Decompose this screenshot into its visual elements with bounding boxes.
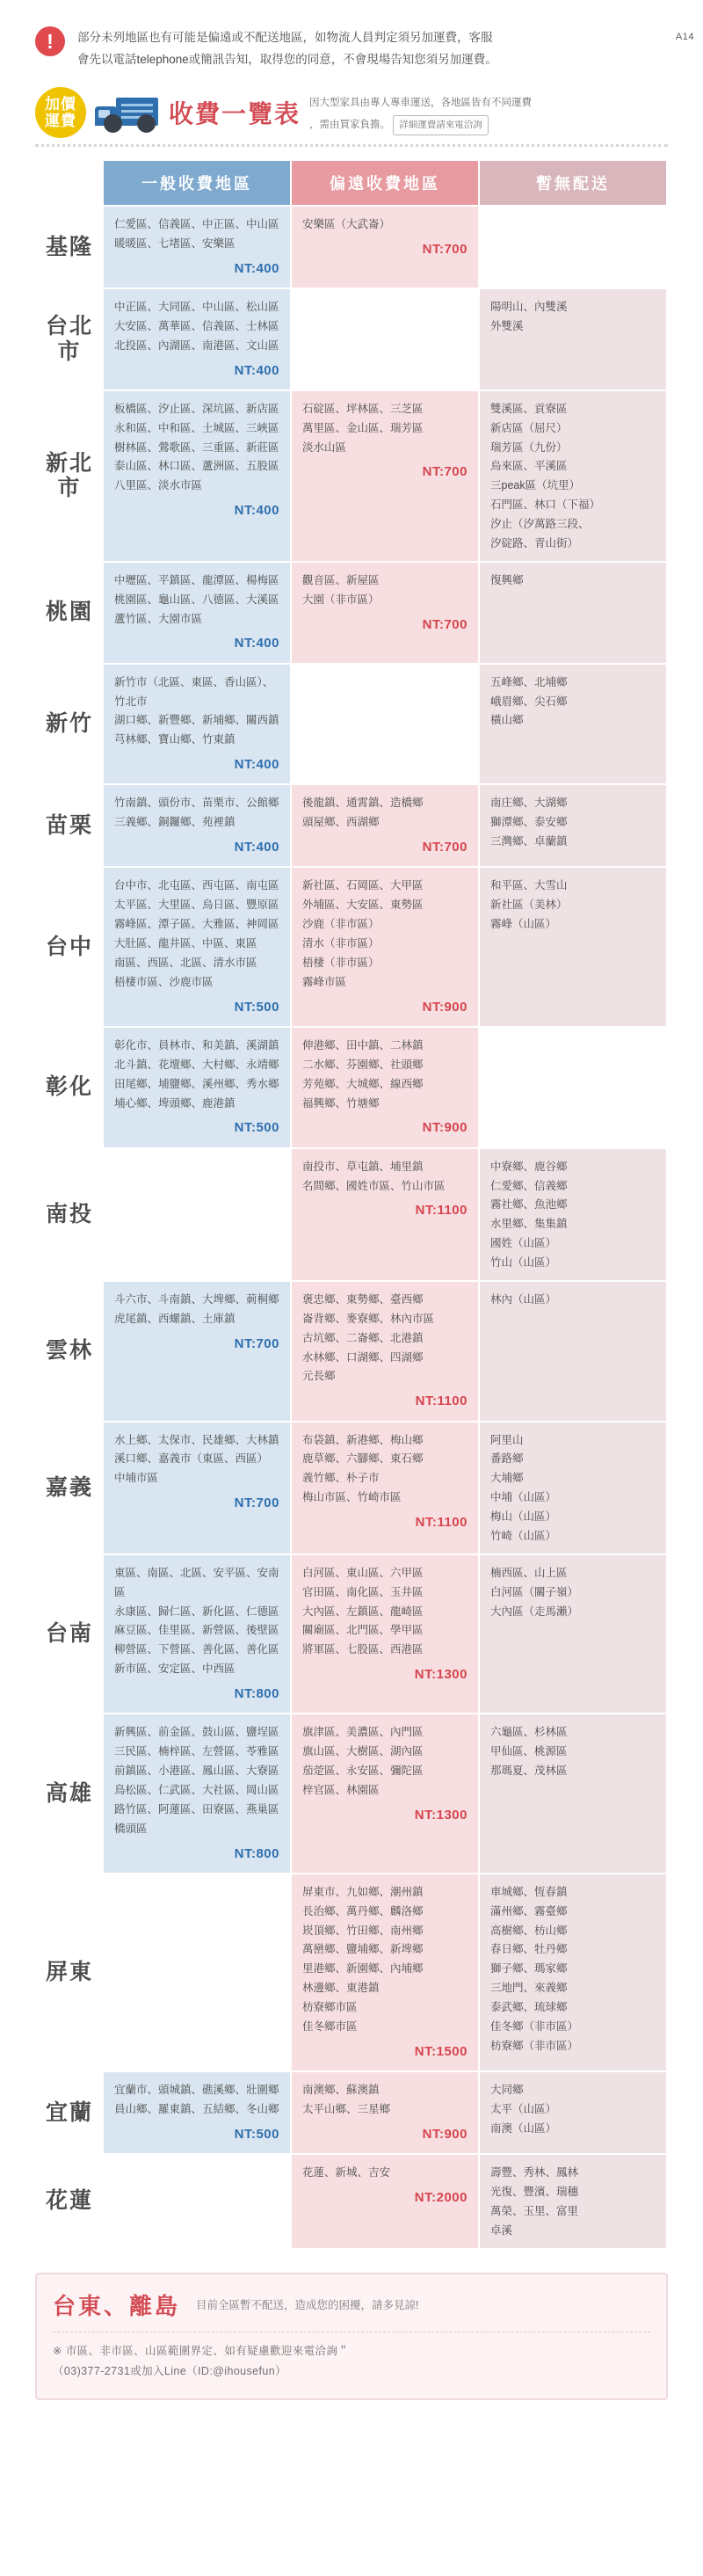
table-row <box>36 1148 667 1281</box>
cell-remote <box>291 562 479 664</box>
cell-normal <box>103 784 291 867</box>
surcharge-badge <box>35 87 86 138</box>
cell-price: NT:500 <box>234 2126 279 2142</box>
table-row <box>36 1874 667 2071</box>
cell-price: NT:2000 <box>414 2189 467 2205</box>
cell-text: 中正區、大同區、中山區、松山區 大安區、萬華區、信義區、士林區 北投區、內湖區、南港區、文山區 <box>114 300 279 352</box>
table-body <box>36 206 667 2249</box>
cell-none <box>479 2071 667 2154</box>
notice-line-2: 會先以電話telephone或簡訊告知，取得您的同意，不會現場告知您須另加運費。 <box>77 52 497 66</box>
cell-none <box>479 206 667 288</box>
cell-price: NT:1300 <box>414 1667 467 1683</box>
cell-price: NT:500 <box>234 999 279 1015</box>
cell-text: 褒忠鄉、東勢鄉、臺西鄉 崙背鄉、麥寮鄉、林內市區 古坑鄉、二崙鄉、北港鎮 水林鄉、口湖鄉、四湖鄉 元長鄉 <box>302 1292 435 1383</box>
table-row <box>36 664 667 785</box>
cell-text: 竹南鎮、頭份市、苗栗市、公館鄉 三義鄉、銅鑼鄉、苑裡鎮 <box>114 797 279 829</box>
cell-normal <box>103 867 291 1027</box>
cell-price: NT:800 <box>234 1845 279 1861</box>
cell-remote <box>291 1874 479 2071</box>
cell-none <box>479 390 667 562</box>
top-notice <box>35 26 668 71</box>
cell-text: 南投市、草屯鎮、埔里鎮 名間鄉、國姓市區、竹山市區 <box>302 1160 446 1192</box>
cell-normal <box>103 1554 291 1714</box>
cell-normal <box>103 1422 291 1554</box>
cell-normal <box>103 2071 291 2154</box>
table-row <box>36 206 667 288</box>
cell-text: 東區、南區、北區、安平區、安南區 永康區、歸仁區、新化區、仁德區 麻豆區、佳里區、新營區、後壁區 柳營區、下營區、善化區、善化區 新市區、安定區、中西區 <box>114 1566 279 1676</box>
table-row <box>36 784 667 867</box>
banner-note-line-1: 因大型家具由專人專車運送，各地區皆有不同運費 <box>309 98 533 109</box>
cell-text: 陽明山、內雙溪 外雙溪 <box>490 300 568 332</box>
cell-price: NT:400 <box>234 636 279 651</box>
cell-price: NT:700 <box>422 840 467 855</box>
cell-price: NT:700 <box>234 1495 279 1511</box>
cell-normal <box>103 1027 291 1148</box>
cell-text: 仁愛區、信義區、中正區、中山區 暖暖區、七堵區、安樂區 <box>114 217 279 250</box>
region-name: 屏東 <box>36 1874 103 2071</box>
cell-none <box>479 784 667 867</box>
cell-normal <box>103 2154 291 2249</box>
cell-remote <box>291 1148 479 1281</box>
cell-price: NT:400 <box>234 362 279 378</box>
cell-text: 台中市、北屯區、西屯區、南屯區 太平區、大里區、烏日區、豐原區 霧峰區、潭子區、大雅區、神岡區 大肚區、龍井區、中區、東區 南區、西區、北區、清水市區 梧棲市區、沙鹿市區 <box>114 879 279 988</box>
cell-text: 後龍鎮、通霄鎮、造橋鄉 頭屋鄉、西湖鄉 <box>302 797 424 829</box>
banner-note-line-2: ，需由買家負擔。 <box>309 119 391 130</box>
page-code: A14 <box>675 32 694 42</box>
cell-remote <box>291 2071 479 2154</box>
cell-remote <box>291 1281 479 1422</box>
cell-text: 石碇區、坪林區、三芝區 萬里區、金山區、瑞芳區 淡水山區 <box>302 402 424 454</box>
cell-none <box>479 288 667 390</box>
cell-price: NT:1100 <box>415 1515 467 1531</box>
cell-text: 復興鄉 <box>490 573 524 586</box>
fee-inquiry-link[interactable]: 詳細運費請來電洽詢 <box>393 115 489 135</box>
table-row <box>36 867 667 1027</box>
cell-normal <box>103 664 291 785</box>
cell-text: 中寮鄉、鹿谷鄉 仁愛鄉、信義鄉 霧社鄉、魚池鄉 水里鄉、集集鎮 國姓（山區） 竹山（山區） <box>490 1160 568 1270</box>
table-header-row <box>36 160 667 206</box>
shipping-fee-page <box>0 26 703 2576</box>
cell-text: 安樂區（大武崙） <box>302 217 391 230</box>
cell-text: 南澳鄉、蘇澳鎮 太平山鄉、三星鄉 <box>302 2084 391 2115</box>
cell-price: NT:700 <box>422 616 467 632</box>
cell-text: 雙溪區、貢寮區 新店區（屈尺） 瑞芳區（九份） 烏來區、平溪區 三peak區（坑里） 石門區、林口（下福） 汐止（汐萬路三段、 汐碇路、青山街） <box>490 402 601 549</box>
region-name: 花蓮 <box>36 2154 103 2249</box>
table-row <box>36 288 667 390</box>
cell-text: 六龜區、杉林區 甲仙區、桃源區 那瑪夏、茂林區 <box>490 1726 568 1778</box>
cell-text: 宜蘭市、頭城鎮、礁溪鄉、壯圍鄉 員山鄉、羅東鎮、五結鄉、冬山鄉 <box>114 2084 279 2115</box>
region-name: 台南 <box>36 1554 103 1714</box>
cell-text: 林內（山區） <box>490 1292 557 1306</box>
cell-text: 五峰鄉、北埔鄉 峨眉鄉、尖石鄉 橫山鄉 <box>490 675 568 727</box>
cell-none <box>479 1148 667 1281</box>
table-row <box>36 1027 667 1148</box>
cell-normal <box>103 562 291 664</box>
cell-price: NT:900 <box>422 2126 467 2142</box>
cell-remote <box>291 1554 479 1714</box>
table-row <box>36 390 667 562</box>
table-row <box>36 1714 667 1874</box>
banner-title: 收費一覽表 <box>169 99 301 127</box>
table-row <box>36 1422 667 1554</box>
region-name: 桃園 <box>36 562 103 664</box>
cell-price: NT:900 <box>422 999 467 1015</box>
table-row <box>36 1554 667 1714</box>
contact-note <box>53 2332 650 2383</box>
no-delivery-header <box>53 2289 650 2332</box>
shipping-rates-table <box>35 159 668 2250</box>
cell-text: 新興區、前金區、鼓山區、鹽埕區 三民區、楠梓區、左營區、苓雅區 前鎮區、小港區、鳳山區、大寮區 鳥松區、仁武區、大社區、岡山區 路竹區、阿蓮區、田寮區、燕巢區 橋頭區 <box>114 1726 279 1835</box>
header-remote-area: 偏遠收費地區 <box>291 160 479 206</box>
table-row <box>36 1281 667 1422</box>
cell-price: NT:400 <box>234 757 279 773</box>
header-blank <box>36 160 103 206</box>
cell-price: NT:400 <box>234 260 279 276</box>
cell-remote <box>291 867 479 1027</box>
cell-price: NT:500 <box>234 1120 279 1136</box>
cell-normal <box>103 1714 291 1874</box>
cell-price: NT:1100 <box>415 1394 467 1409</box>
no-delivery-notice <box>35 2273 668 2401</box>
region-name: 高雄 <box>36 1714 103 1874</box>
cell-none <box>479 664 667 785</box>
cell-none <box>479 2154 667 2249</box>
table-row <box>36 562 667 664</box>
cell-text: 和平區、大雪山 新社區（美林） 霧峰（山區） <box>490 879 568 931</box>
badge-line-2: 運費 <box>45 112 76 129</box>
cell-price: NT:1300 <box>414 1807 467 1823</box>
cell-normal <box>103 1281 291 1422</box>
cell-price: NT:1100 <box>415 1203 467 1219</box>
cell-normal <box>103 1148 291 1281</box>
cell-none <box>479 1422 667 1554</box>
cell-price: NT:400 <box>234 503 279 519</box>
region-name: 新北市 <box>36 390 103 562</box>
cell-remote <box>291 784 479 867</box>
contact-note-line-2: （03)377-2731或加入Line（ID:@ihousefun） <box>53 2365 286 2378</box>
cell-remote <box>291 1422 479 1554</box>
cell-text: 中壢區、平鎮區、龍潭區、楊梅區 桃園區、龜山區、八德區、大溪區 蘆竹區、大園市區 <box>114 573 279 625</box>
cell-text: 南庄鄉、大湖鄉 獅潭鄉、泰安鄉 三灣鄉、卓蘭鎮 <box>490 797 568 848</box>
cell-text: 旗津區、美濃區、內門區 旗山區、大樹區、湖內區 茄萣區、永安區、彌陀區 梓官區、林園區 <box>302 1726 424 1796</box>
cell-remote <box>291 2154 479 2249</box>
cell-text: 布袋鎮、新港鄉、梅山鄉 鹿草鄉、六腳鄉、東石鄉 義竹鄉、朴子市 梅山市區、竹崎市區 <box>302 1433 424 1504</box>
notice-text <box>77 26 497 71</box>
cell-remote <box>291 390 479 562</box>
cell-none <box>479 1874 667 2071</box>
cell-none <box>479 1027 667 1148</box>
cell-text: 新竹市（北區、東區、香山區）、竹北市 湖口鄉、新豐鄉、新埔鄉、關西鎮 芎林鄉、寶山鄉、竹東鎮 <box>114 675 279 746</box>
table-row <box>36 2071 667 2154</box>
region-name: 苗栗 <box>36 784 103 867</box>
cell-remote <box>291 206 479 288</box>
region-name: 基隆 <box>36 206 103 288</box>
cell-text: 車城鄉、恆春鎮 滿州鄉、霧臺鄉 高樹鄉、枋山鄉 春日鄉、牡丹鄉 獅子鄉、瑪家鄉 三地門、來義鄉 泰武鄉、琉球鄉 佳冬鄉（非市區） 枋寮鄉（非市區） <box>490 1885 579 2052</box>
delivery-truck-icon <box>95 92 160 133</box>
region-name: 台中 <box>36 867 103 1027</box>
region-name: 宜蘭 <box>36 2071 103 2154</box>
cell-remote <box>291 664 479 785</box>
cell-text: 白河區、東山區、六甲區 官田區、南化區、玉井區 大內區、左鎮區、龍崎區 關廟區、北門區、學甲區 將軍區、七股區、西港區 <box>302 1566 424 1656</box>
cell-text: 觀音區、新屋區 大園（非市區） <box>302 573 380 606</box>
exclamation-icon: ! <box>35 26 65 56</box>
cell-none <box>479 867 667 1027</box>
no-delivery-subtitle: 目前全區暫不配送，造成您的困擾，請多見諒! <box>196 2299 419 2312</box>
cell-remote <box>291 288 479 390</box>
cell-none <box>479 1714 667 1874</box>
cell-price: NT:700 <box>234 1335 279 1351</box>
cell-price: NT:800 <box>234 1686 279 1702</box>
cell-price: NT:900 <box>422 1120 467 1136</box>
cell-normal <box>103 206 291 288</box>
header-normal-area: 一般收費地區 <box>103 160 291 206</box>
cell-text: 彰化市、員林市、和美鎮、溪湖鎮 北斗鎮、花壇鄉、大村鄉、永靖鄉 田尾鄉、埔鹽鄉、溪州鄉、秀水鄉 埔心鄉、埤頭鄉、鹿港鎮 <box>114 1038 279 1110</box>
cell-normal <box>103 1874 291 2071</box>
cell-text: 新社區、石岡區、大甲區 外埔區、大安區、東勢區 沙鹿（非市區） 清水（非市區） 梧棲（非市區） 霧峰市區 <box>302 879 424 988</box>
cell-text: 屏東市、九如鄉、潮州鎮 長治鄉、萬丹鄉、麟洛鄉 崁頂鄉、竹田鄉、南州鄉 萬巒鄉、鹽埔鄉、新埤鄉 里港鄉、新園鄉、內埔鄉 林邊鄉、東港鎮 枋寮鄉市區 佳冬鄉市區 <box>302 1885 424 2033</box>
cell-remote <box>291 1714 479 1874</box>
region-name: 台北市 <box>36 288 103 390</box>
cell-text: 花蓮、新城、吉安 <box>302 2166 391 2179</box>
cell-remote <box>291 1027 479 1148</box>
cell-text: 板橋區、汐止區、深坑區、新店區 永和區、中和區、土城區、三峽區 樹林區、鶯歌區、三重區、新莊區 泰山區、林口區、蘆洲區、五股區 八里區、淡水市區 <box>114 402 279 492</box>
region-name: 彰化 <box>36 1027 103 1148</box>
cell-price: NT:1500 <box>414 2043 467 2059</box>
region-name: 嘉義 <box>36 1422 103 1554</box>
region-name: 新竹 <box>36 664 103 785</box>
cell-none <box>479 562 667 664</box>
cell-normal <box>103 288 291 390</box>
cell-text: 伸港鄉、田中鎮、二林鎮 二水鄉、芬園鄉、社頭鄉 芳苑鄉、大城鄉、線西鄉 福興鄉、竹塘鄉 <box>302 1038 424 1110</box>
cell-text: 大同鄉 太平（山區） 南澳（山區） <box>490 2084 557 2135</box>
badge-line-1: 加價 <box>45 95 76 113</box>
cell-text: 水上鄉、太保市、民雄鄉、大林鎮 溪口鄉、嘉義市（東區、西區） 中埔市區 <box>114 1433 279 1485</box>
cell-price: NT:700 <box>422 464 467 480</box>
no-delivery-title: 台東、離島 <box>53 2292 181 2319</box>
cell-price: NT:400 <box>234 840 279 855</box>
dotted-divider <box>35 143 668 147</box>
cell-none <box>479 1554 667 1714</box>
cell-text: 壽豐、秀林、鳳林 光復、豐濱、瑞穗 萬榮、玉里、富里 卓溪 <box>490 2166 579 2237</box>
banner-note <box>309 90 532 135</box>
cell-price: NT:700 <box>422 241 467 257</box>
cell-normal <box>103 390 291 562</box>
table-row <box>36 2154 667 2249</box>
notice-line-1: 部分未列地區也有可能是偏遠或不配送地區，如物流人員判定須另加運費，客服 <box>77 31 493 44</box>
cell-text: 阿里山 番路鄉 大埔鄉 中埔（山區） 梅山（山區） 竹崎（山區） <box>490 1433 557 1542</box>
cell-none <box>479 1281 667 1422</box>
cell-text: 楠西區、山上區 白河區（關子嶺） 大內區（走馬瀨） <box>490 1566 579 1618</box>
contact-note-line-1: ※ 市區、非市區、山區範圍界定、如有疑慮歡迎來電洽詢＂ <box>53 2344 350 2357</box>
header-no-delivery: 暫無配送 <box>479 160 667 206</box>
region-name: 雲林 <box>36 1281 103 1422</box>
region-name: 南投 <box>36 1148 103 1281</box>
fee-banner <box>35 87 668 138</box>
cell-text: 斗六市、斗南鎮、大埤鄉、莿桐鄉 虎尾鎮、西螺鎮、土庫鎮 <box>114 1292 279 1325</box>
